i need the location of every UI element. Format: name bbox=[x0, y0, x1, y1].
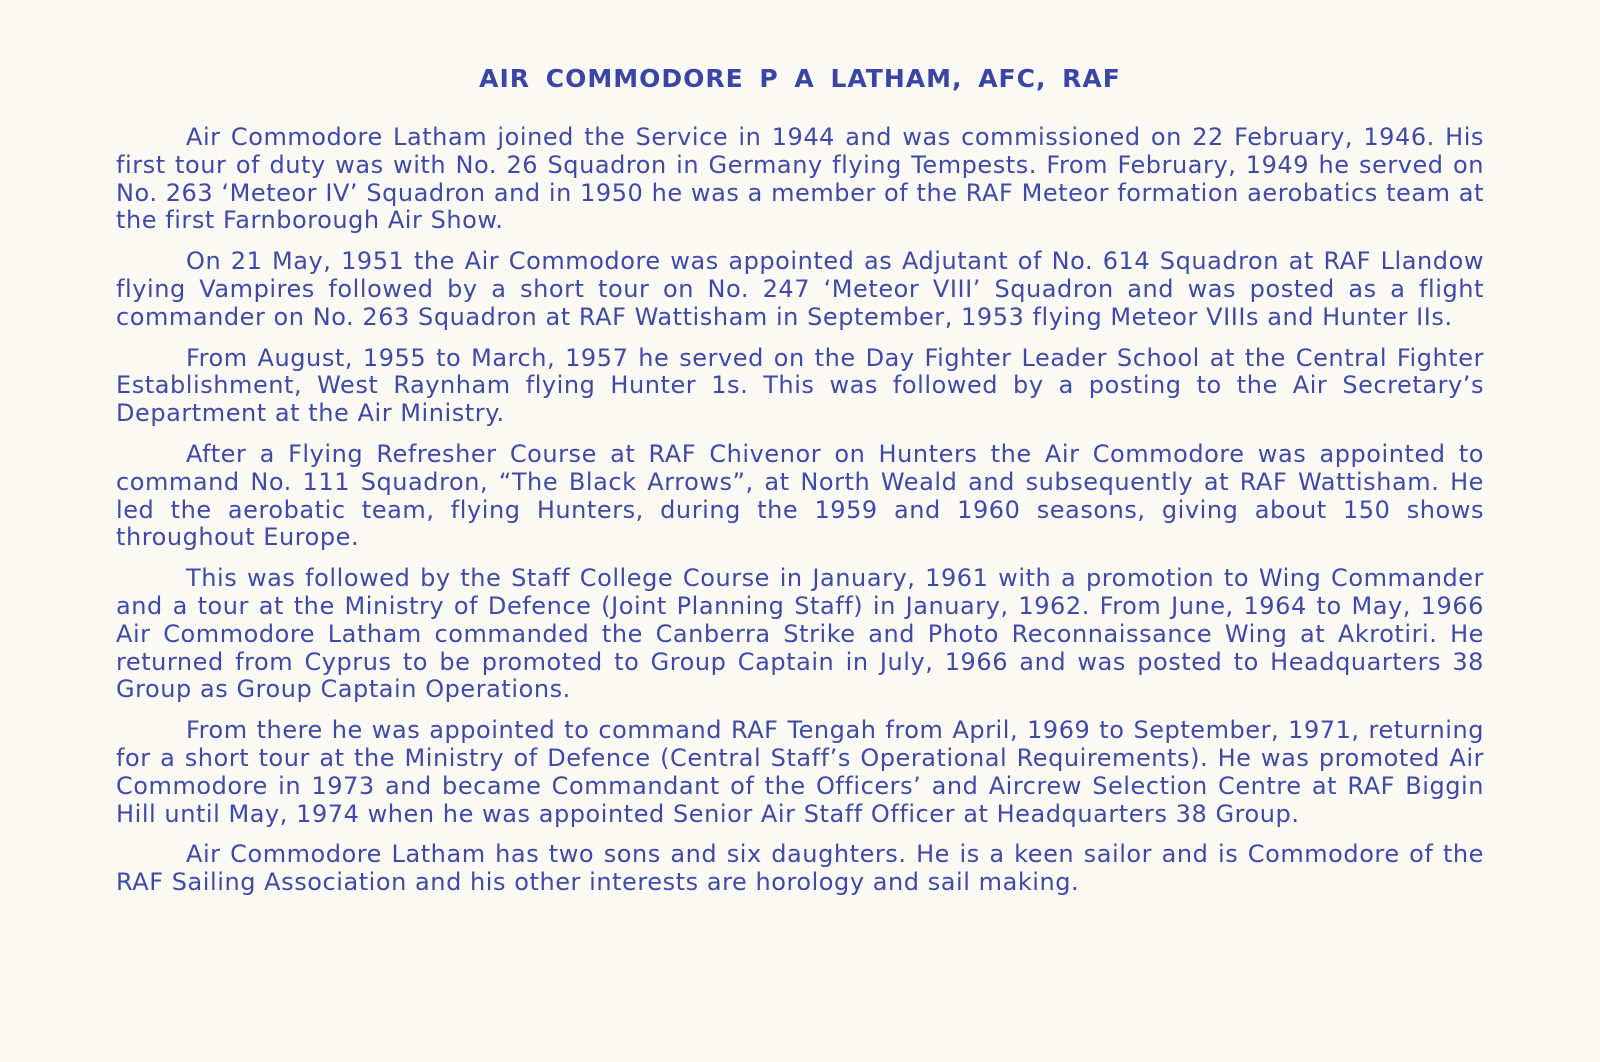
paragraph-early-career: Air Commodore Latham joined the Service in 1944 and was commissioned on 22 February, 1946. His first tour of duty was with No. 26 Squadron in Germany flying Tempests. From February, 1949 he served on No. 263 ‘Meteor IV’ Squadron and in 1950 he was a member of the RAF Meteor formation aerobatics team at the first Farnborough Air Show. bbox=[116, 123, 1484, 235]
paragraph-tengah: From there he was appointed to command RAF Tengah from April, 1969 to September, 1971, returning for a short tour at the Ministry of Defence (Central Staff’s Operational Requirements). He was promoted Air Commodore in 1973 and became Commandant of the Officers’ and Aircrew Selection Centre at RAF Biggin Hill until May, 1974 when he was appointed Senior Air Staff Officer at Headquarters 38 Group. bbox=[116, 716, 1484, 828]
paragraph-personal: Air Commodore Latham has two sons and six daughters. He is a keen sailor and is Commodore of the RAF Sailing Association and his other interests are horology and sail making. bbox=[116, 840, 1484, 897]
paragraph-black-arrows: After a Flying Refresher Course at RAF Chivenor on Hunters the Air Commodore was appointed to command No. 111 Squadron, “The Black Arrows”, at North Weald and subsequently at RAF Wattisham. He led the aerobatic team, flying Hunters, during the 1959 and 1960 seasons, giving about 150 shows throughout Europe. bbox=[116, 439, 1484, 552]
document-title: AIR COMMODORE P A LATHAM, AFC, RAF bbox=[479, 64, 1121, 93]
paragraph-staff-college: This was followed by the Staff College Course in January, 1961 with a promotion to Wing Commander and a tour at the Ministry of Defence (Joint Planning Staff) in January, 1962. From June, 1964 to May, 1966 Air Commodore Latham commanded the Canberra Strike and Photo Reconnaissance Wing at Akrotiri. He returned from Cyprus to be promoted to Group Captain in July, 1966 and was posted to Headquarters 38 Group as Group Captain Operations. bbox=[116, 564, 1484, 704]
paragraph-day-fighter-school: From August, 1955 to March, 1957 he served on the Day Fighter Leader School at the Central Fighter Establishment, West Raynham flying Hunter 1s. This was followed by a posting to the Air Secretary’s Department at the Air Ministry. bbox=[116, 343, 1484, 428]
paragraph-614-squadron: On 21 May, 1951 the Air Commodore was appointed as Adjutant of No. 614 Squadron at RAF Llandow flying Vampires followed by a short tour on No. 247 ‘Meteor VIII’ Squadron and was posted as a flight commander on No. 263 Squadron at RAF Wattisham in September, 1953 flying Meteor VIIIs and Hunter IIs. bbox=[116, 247, 1484, 331]
